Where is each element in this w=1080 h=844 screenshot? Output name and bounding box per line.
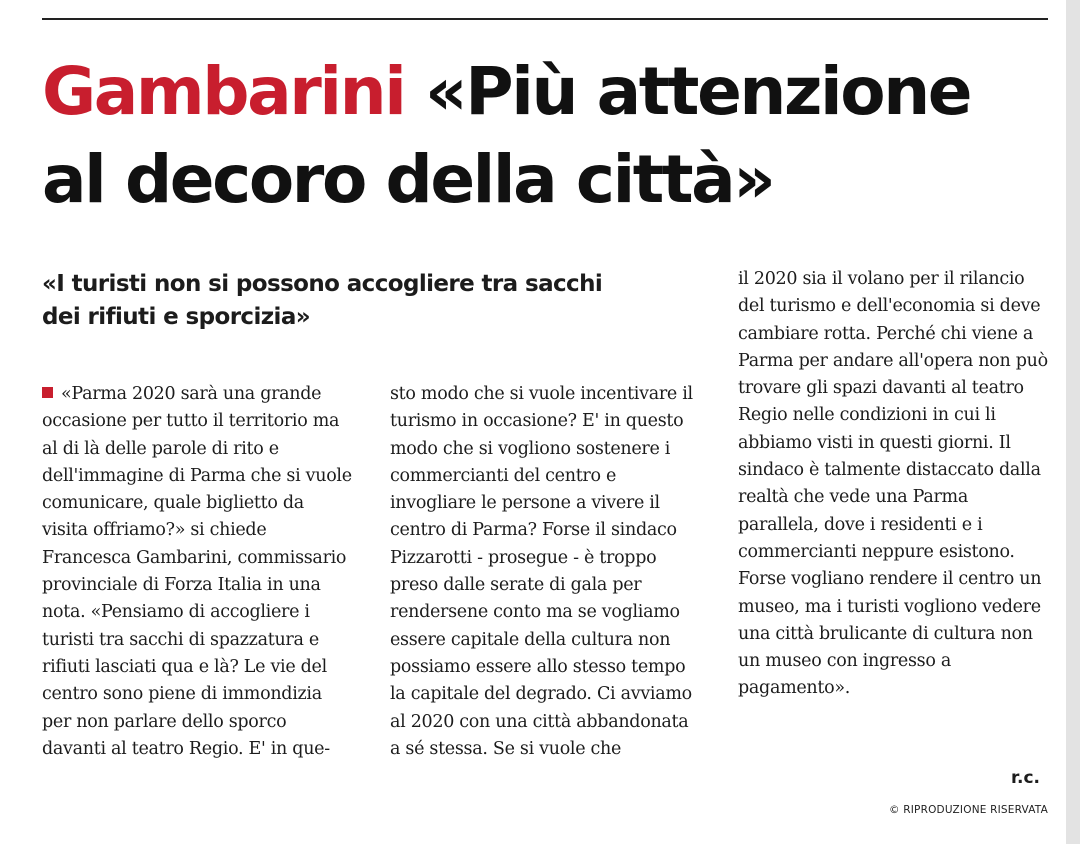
headline bbox=[42, 48, 1052, 224]
headline-lead: Gambarini bbox=[42, 53, 405, 130]
kicker: «I turisti non si possono accogliere tra sacchi dei rifiuti e sporcizia» bbox=[42, 271, 603, 330]
author-signature: r.c. bbox=[1011, 768, 1040, 788]
body-column-1-text: «Parma 2020 sarà una grande occasione per tutto il territorio ma al di là delle parole di rito e dell'immagine di Parma che si vuole comunicare, quale biglietto da visita offriamo?» si chiede Francesca Gambarini, commissario provinciale di Forza Italia in una nota. «Pensiamo di accogliere i turisti tra sacchi di spazzatura e rifiuti lasciati qua e là? Le vie del centro sono piene di immondizia per non parlare dello sporco davanti al teatro Regio. E' in que- bbox=[42, 384, 352, 759]
body-column-1 bbox=[42, 381, 352, 763]
red-square-bullet-icon bbox=[42, 387, 53, 398]
headline-rest: «Più attenzione al decoro della città» bbox=[42, 53, 971, 218]
body-column-2: sto modo che si vuole incentivare il turismo in occasione? E' in questo modo che si vogliono sostenere i commercianti del centro e invogliare le persone a vivere il centro di Parma? Forse il sindaco Pizzarotti - prosegue - è troppo preso dalle serate di gala per rendersene conto ma se vogliamo essere capitale della cultura non possiamo essere allo stesso tempo la capitale del degrado. Ci avviamo al 2020 con una città abbandonata a sé stessa. Se si vuole che bbox=[390, 384, 693, 759]
body-column-3: il 2020 sia il volano per il rilancio del turismo e dell'economia si deve cambiare rotta. Perché chi viene a Parma per andare all'opera non può trovare gli spazi davanti al teatro Regio nelle condizioni in cui li abbiamo visti in questi giorni. Il sindaco è talmente distaccato dalla realtà che vede una Parma parallela, dove i residenti e i commercianti neppure esistono. Forse vogliano rendere il centro un museo, ma i turisti vogliono vedere una città brulicante di cultura non un museo con ingresso a pagamento». bbox=[738, 269, 1048, 699]
page-edge-strip bbox=[1066, 0, 1080, 844]
rights-notice: © RIPRODUZIONE RISERVATA bbox=[889, 804, 1048, 816]
top-rule bbox=[42, 18, 1048, 20]
